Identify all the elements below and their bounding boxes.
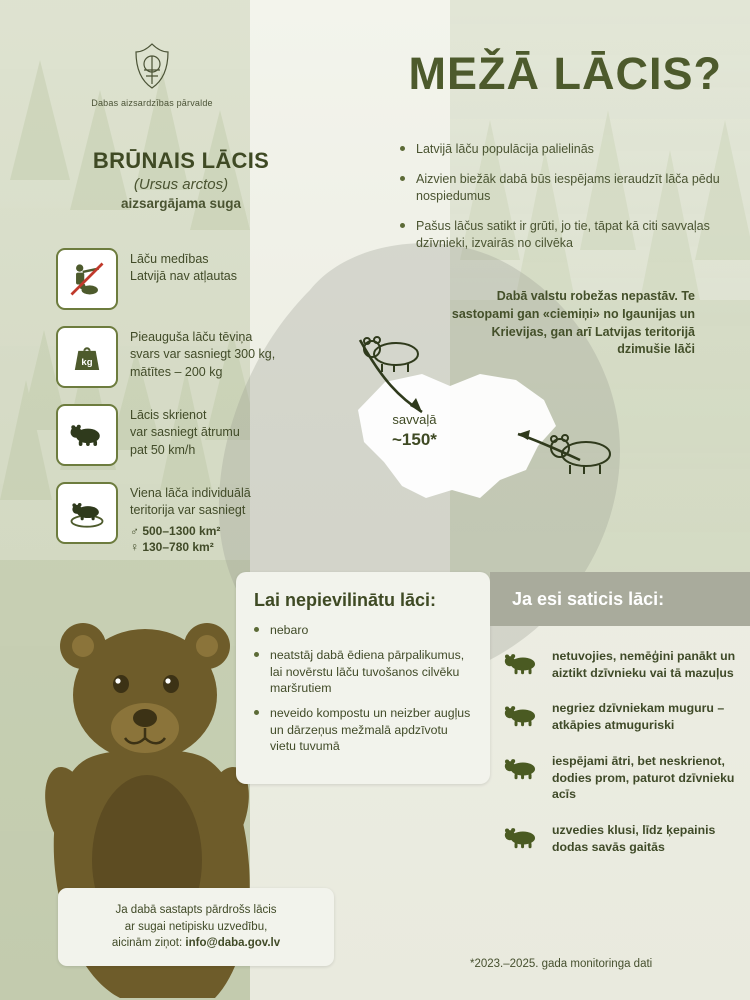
- border-note-text: Dabā valstu robežas nepastāv. Te sastopami gan «ciemiņi» no Igaunijas un Krievijas, gan arī Latvijas teritorijā dzimušie lāči: [451, 289, 695, 357]
- fact-line: teritorija var sasniegt: [130, 503, 246, 518]
- fact-row-hunting: [56, 248, 376, 310]
- fact-list: [56, 248, 376, 572]
- species-block: [36, 148, 326, 211]
- fact-line: Latvijā nav atļautas: [130, 269, 238, 284]
- species-name: BRŪNAIS LĀCIS: [92, 148, 270, 173]
- species-protection-status: aizsargājama suga: [120, 196, 242, 211]
- fact-line: Pieauguša lāču tēviņa: [130, 330, 253, 344]
- contact-line: Ja dabā sastapts pārdrošs lācis: [115, 904, 277, 916]
- footnote: *2023.–2025. gada monitoringa dati: [470, 958, 653, 970]
- map-label-count: ~150*: [392, 429, 437, 449]
- panel-avoid-attracting: [236, 572, 490, 784]
- running-bear-icon: [56, 404, 118, 466]
- encounter-text: netuvojies, nemēģini panākt un aiztikt dzīvnieku vai tā mazuļus: [552, 649, 736, 680]
- territory-bear-icon: [56, 482, 118, 544]
- fact-text-territory: [130, 482, 251, 556]
- header-bullet-list: [360, 141, 750, 264]
- contact-email[interactable]: info@daba.gov.lv: [185, 937, 281, 950]
- logo-caption: Dabas aizsardzības pārvalde: [91, 98, 213, 108]
- fact-text-speed: [130, 404, 240, 459]
- organization-logo: [62, 40, 242, 108]
- fact-row-territory: [56, 482, 376, 556]
- fact-text-weight: [130, 326, 275, 381]
- list-item: neveido kompostu un neizber augļus un dārzeņus mežmalā apdzīvotu vietu tuvumā: [254, 705, 472, 754]
- fact-line: svars var sasniegt 300 kg,: [130, 347, 276, 362]
- encounter-item: [500, 753, 750, 803]
- fact-text-hunting: [130, 248, 237, 286]
- contact-line: aicinām ziņot:: [111, 937, 183, 950]
- fact-row-speed: [56, 404, 376, 466]
- crest-icon: [126, 40, 178, 92]
- bear-with-cub-icon: [500, 648, 544, 678]
- panel-encounter-title: Ja esi saticis lāci:: [512, 588, 665, 609]
- outline-bear-left-icon: [352, 330, 432, 380]
- encounter-text: uzvedies klusi, līdz ķepainis dodas savās gaitās: [552, 823, 716, 854]
- header-bullet: Latvijā lāču populācija palielinās: [400, 141, 750, 158]
- fact-line: Lāču medības: [130, 252, 209, 266]
- fact-female-range: ♀ 130–780 km²: [130, 540, 214, 555]
- species-latin-name: (Ursus arctos): [133, 176, 229, 193]
- fact-line: var sasniegt ātrumu: [130, 425, 240, 440]
- header-bullet: Aizvien biežāk dabā būs iespējams ieraudzīt lāča pēdu nospiedumus: [400, 171, 750, 205]
- page-title: MEŽĀ LĀCIS?: [408, 48, 722, 99]
- fact-line: mātītes – 200 kg: [130, 364, 223, 379]
- contact-box: [58, 888, 334, 966]
- panel-avoid-title: Lai nepievilinātu lāci:: [254, 590, 437, 610]
- fact-line: pat 50 km/h: [130, 442, 196, 457]
- contact-line-with-email: [70, 935, 322, 952]
- header-bullet: Pašus lāčus satikt ir grūti, jo tie, tāpat kā citi savvaļas dzīvnieki, izvairās no cilvēka: [400, 218, 750, 252]
- list-item: nebaro: [254, 622, 472, 638]
- svg-text:kg: kg: [81, 356, 93, 368]
- panel-encounter-header: [490, 572, 750, 626]
- fact-male-range: ♂ 500–1300 km²: [130, 523, 221, 538]
- bear-quiet-icon: [500, 822, 544, 852]
- fact-row-weight: [56, 326, 376, 388]
- bear-walk-away-icon: [500, 753, 544, 783]
- panel-avoid-list: [254, 622, 472, 755]
- fact-line: Viena lāča individuālā: [130, 486, 251, 500]
- outline-bear-right-icon: [540, 428, 630, 484]
- bear-back-away-icon: [500, 700, 544, 730]
- no-hunting-icon: [56, 248, 118, 310]
- map-label-line1: savvaļā: [392, 412, 437, 427]
- contact-line: ar sugai netipisku uzvedību,: [124, 920, 268, 933]
- encounter-item: [500, 700, 750, 733]
- panel-encounter-list: [500, 648, 750, 874]
- encounter-item: [500, 822, 750, 855]
- list-item: neatstāj dabā ēdiena pārpalikumus, lai novērstu lāču tuvošanos cilvēku maršrutiem: [254, 647, 472, 696]
- fact-line: Lācis skrienot: [130, 408, 207, 422]
- encounter-text: negriez dzīvniekam muguru – atkāpies atmuguriski: [552, 701, 725, 733]
- encounter-item: [500, 648, 750, 681]
- weight-kg-icon: [56, 326, 118, 388]
- encounter-text: iespējami ātri, bet neskrienot, dodies prom, paturot dzīvnieku acīs: [552, 753, 735, 802]
